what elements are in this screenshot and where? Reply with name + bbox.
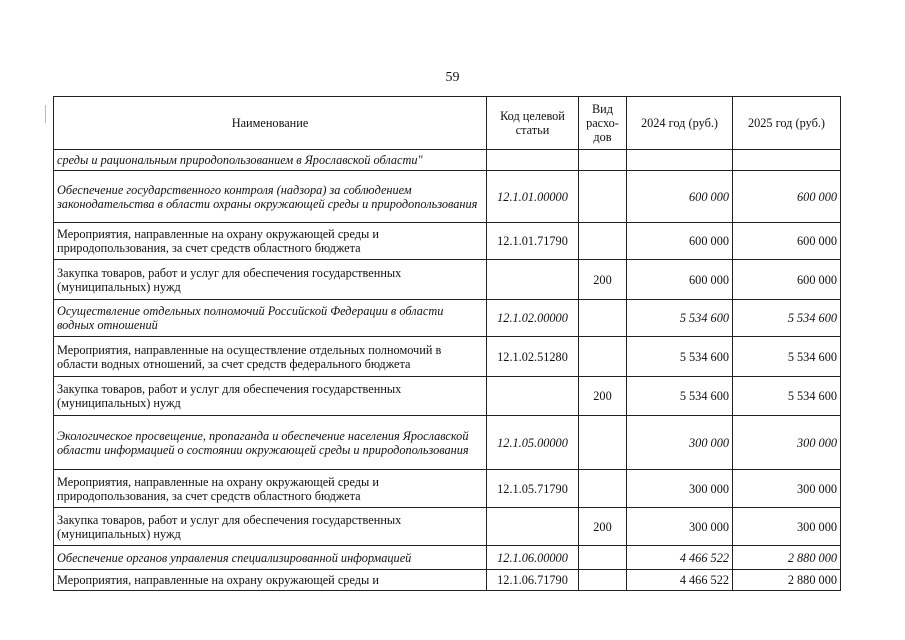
- table-row: [54, 377, 841, 416]
- row-kind: [579, 337, 627, 377]
- row-2024: 5 534 600: [627, 377, 733, 416]
- row-name: среды и рациональным природопользованием в Ярославской области": [54, 150, 487, 171]
- row-2025: 300 000: [733, 470, 841, 508]
- row-code: 12.1.01.71790: [487, 223, 579, 260]
- table-row: [54, 416, 841, 470]
- row-name: Мероприятия, направленные на охрану окружающей среды и: [54, 570, 487, 591]
- budget-table: [53, 96, 841, 591]
- row-code: 12.1.02.51280: [487, 337, 579, 377]
- row-kind: [579, 150, 627, 171]
- row-2025: 300 000: [733, 416, 841, 470]
- row-kind: [579, 470, 627, 508]
- table-row: [54, 337, 841, 377]
- row-name: Осуществление отдельных полномочий Российской Федерации в области водных отношений: [54, 300, 487, 337]
- row-2024: 300 000: [627, 470, 733, 508]
- row-kind: [579, 416, 627, 470]
- row-code: 12.1.06.00000: [487, 546, 579, 570]
- row-2024: 4 466 522: [627, 570, 733, 591]
- row-kind: 200: [579, 260, 627, 300]
- row-2024: 5 534 600: [627, 337, 733, 377]
- row-code: 12.1.01.00000: [487, 171, 579, 223]
- header-code: Код целевой статьи: [487, 97, 579, 150]
- row-code: 12.1.06.71790: [487, 570, 579, 591]
- row-2025: 2 880 000: [733, 546, 841, 570]
- table-row: [54, 470, 841, 508]
- row-kind: [579, 171, 627, 223]
- row-kind: [579, 570, 627, 591]
- row-code: 12.1.02.00000: [487, 300, 579, 337]
- row-kind: [579, 223, 627, 260]
- table-row: [54, 223, 841, 260]
- row-code: [487, 260, 579, 300]
- row-name: Обеспечение органов управления специализированной информацией: [54, 546, 487, 570]
- row-name: Обеспечение государственного контроля (надзора) за соблюдением законодательства в области охраны окружающей среды и природопользования: [54, 171, 487, 223]
- table-row: [54, 570, 841, 591]
- row-2025: 600 000: [733, 223, 841, 260]
- row-kind: [579, 546, 627, 570]
- row-2025: 600 000: [733, 260, 841, 300]
- table-row: [54, 150, 841, 171]
- row-code: [487, 508, 579, 546]
- row-2025: 300 000: [733, 508, 841, 546]
- row-kind: 200: [579, 508, 627, 546]
- row-2025: 600 000: [733, 171, 841, 223]
- row-2024: 600 000: [627, 223, 733, 260]
- table-row: [54, 260, 841, 300]
- row-name: Мероприятия, направленные на охрану окружающей среды и природопользования, за счет средств областного бюджета: [54, 470, 487, 508]
- row-kind: [579, 300, 627, 337]
- row-2024: 4 466 522: [627, 546, 733, 570]
- row-2024: 600 000: [627, 171, 733, 223]
- header-name: Наименование: [54, 97, 487, 150]
- row-kind: 200: [579, 377, 627, 416]
- page-number: 59: [445, 70, 460, 85]
- row-2025: 5 534 600: [733, 377, 841, 416]
- row-2024: 300 000: [627, 416, 733, 470]
- header-2025: 2025 год (руб.): [733, 97, 841, 150]
- scan-mark: [45, 105, 46, 123]
- table-row: [54, 508, 841, 546]
- row-2025: 5 534 600: [733, 337, 841, 377]
- row-name: Мероприятия, направленные на осуществление отдельных полномочий в области водных отношений, за счет средств федерального бюджета: [54, 337, 487, 377]
- row-code: 12.1.05.00000: [487, 416, 579, 470]
- header-2024: 2024 год (руб.): [627, 97, 733, 150]
- row-code: [487, 377, 579, 416]
- row-2024: [627, 150, 733, 171]
- table-row: [54, 171, 841, 223]
- row-2025: 5 534 600: [733, 300, 841, 337]
- row-name: Экологическое просвещение, пропаганда и обеспечение населения Ярославской области информацией о состоянии окружающей среды и природопользования: [54, 416, 487, 470]
- header-kind: Вид расхо-дов: [579, 97, 627, 150]
- row-name: Закупка товаров, работ и услуг для обеспечения государственных (муниципальных) нужд: [54, 260, 487, 300]
- row-name: Закупка товаров, работ и услуг для обеспечения государственных (муниципальных) нужд: [54, 508, 487, 546]
- row-2024: 5 534 600: [627, 300, 733, 337]
- row-2025: [733, 150, 841, 171]
- row-code: [487, 150, 579, 171]
- table-row: [54, 546, 841, 570]
- row-2025: 2 880 000: [733, 570, 841, 591]
- row-2024: 300 000: [627, 508, 733, 546]
- row-code: 12.1.05.71790: [487, 470, 579, 508]
- row-name: Мероприятия, направленные на охрану окружающей среды и природопользования, за счет средств областного бюджета: [54, 223, 487, 260]
- row-2024: 600 000: [627, 260, 733, 300]
- header-row: [54, 97, 841, 150]
- row-name: Закупка товаров, работ и услуг для обеспечения государственных (муниципальных) нужд: [54, 377, 487, 416]
- table-row: [54, 300, 841, 337]
